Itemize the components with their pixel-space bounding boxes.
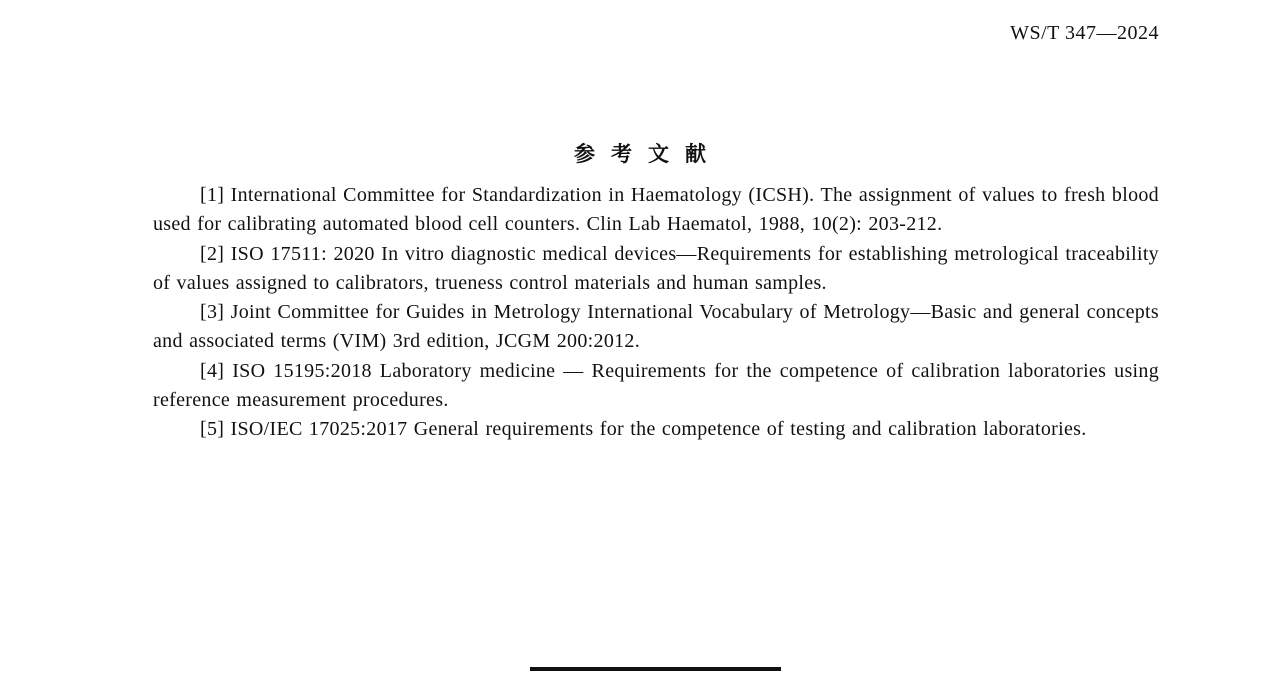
reference-item-5: [5] ISO/IEC 17025:2017 General requirements for the competence of testing and calibration laboratories. <box>200 418 1087 441</box>
document-number: WS/T 347—2024 <box>1010 22 1159 44</box>
reference-item-3: [3] Joint Committee for Guides in Metrology International Vocabulary of Metrology—Basic and general concepts and associated terms (VIM) 3rd edition, JCGM 200:2012. <box>153 301 1159 353</box>
reference-item-2: [2] ISO 17511: 2020 In vitro diagnostic medical devices—Requirements for establishing metrological traceability of values assigned to calibrators, trueness control materials and human samples. <box>153 242 1159 294</box>
reference-list <box>153 181 1159 445</box>
reference-item-1: [1] International Committee for Standardization in Haematology (ICSH). The assignment of values to fresh blood used for calibrating automated blood cell counters. Clin Lab Haematol, 1988, 10(2): 203-212. <box>153 184 1159 236</box>
reference-item-4: [4] ISO 15195:2018 Laboratory medicine — Requirements for the competence of calibration laboratories using reference measurement procedures. <box>153 359 1159 412</box>
end-of-document-rule <box>530 667 781 671</box>
section-title: 参考文献 <box>574 141 722 166</box>
